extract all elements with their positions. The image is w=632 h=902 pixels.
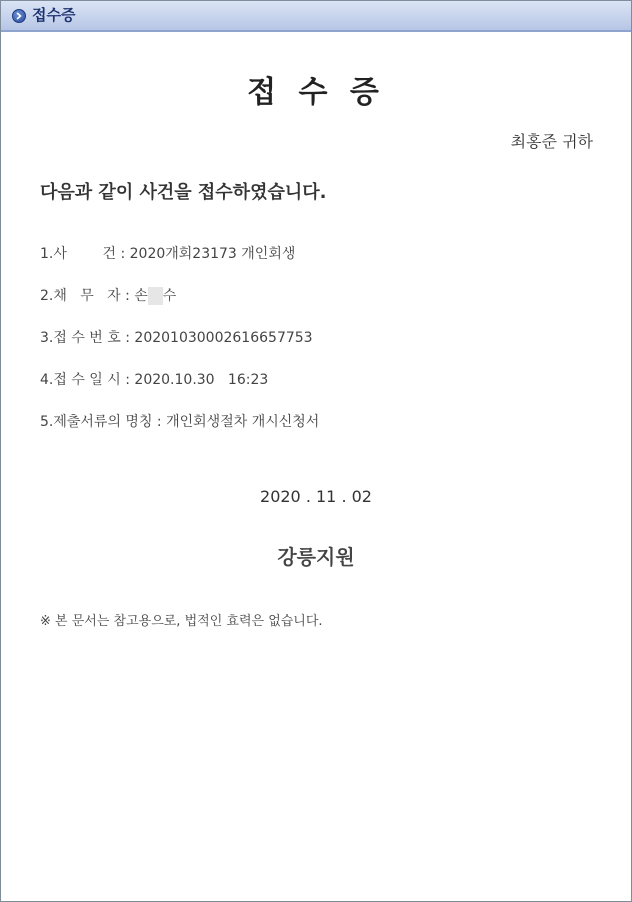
field-receipt-datetime (40, 371, 268, 389)
debtor-name-suffix: 수 (162, 288, 177, 304)
field-value: 2020.10.30 16:23 (134, 372, 269, 388)
field-label: 5.제출서류의 명칭 : (40, 414, 167, 430)
masked-name-block (148, 287, 163, 305)
field-label: 1.사 건 : (40, 246, 130, 262)
window-titlebar (1, 1, 631, 32)
field-value: 20201030002616657753 (134, 330, 313, 346)
window-title: 접수증 (32, 6, 76, 24)
field-case (40, 245, 295, 263)
debtor-name-prefix: 손 (134, 288, 148, 304)
document-title: 접 수 증 (247, 75, 385, 110)
court-name: 강릉지원 (277, 545, 355, 569)
field-receipt-number (40, 329, 313, 347)
chevron-right-circle-icon (12, 9, 26, 23)
issue-date: 2020 . 11 . 02 (260, 487, 372, 506)
field-label: 2.채 무 자 : (40, 288, 135, 304)
recipient: 최홍준 귀하 (510, 132, 593, 151)
field-debtor (40, 287, 176, 305)
field-label: 4.접 수 일 시 : (40, 372, 135, 388)
field-value: 개인회생절차 개시신청서 (166, 414, 320, 430)
field-document-name (40, 413, 319, 431)
field-value: 2020개회23173 개인회생 (129, 246, 296, 262)
field-label: 3.접 수 번 호 : (40, 330, 135, 346)
intro-text: 다음과 같이 사건을 접수하였습니다. (40, 182, 327, 203)
disclaimer-notice: ※ 본 문서는 참고용으로, 법적인 효력은 없습니다. (40, 614, 323, 629)
